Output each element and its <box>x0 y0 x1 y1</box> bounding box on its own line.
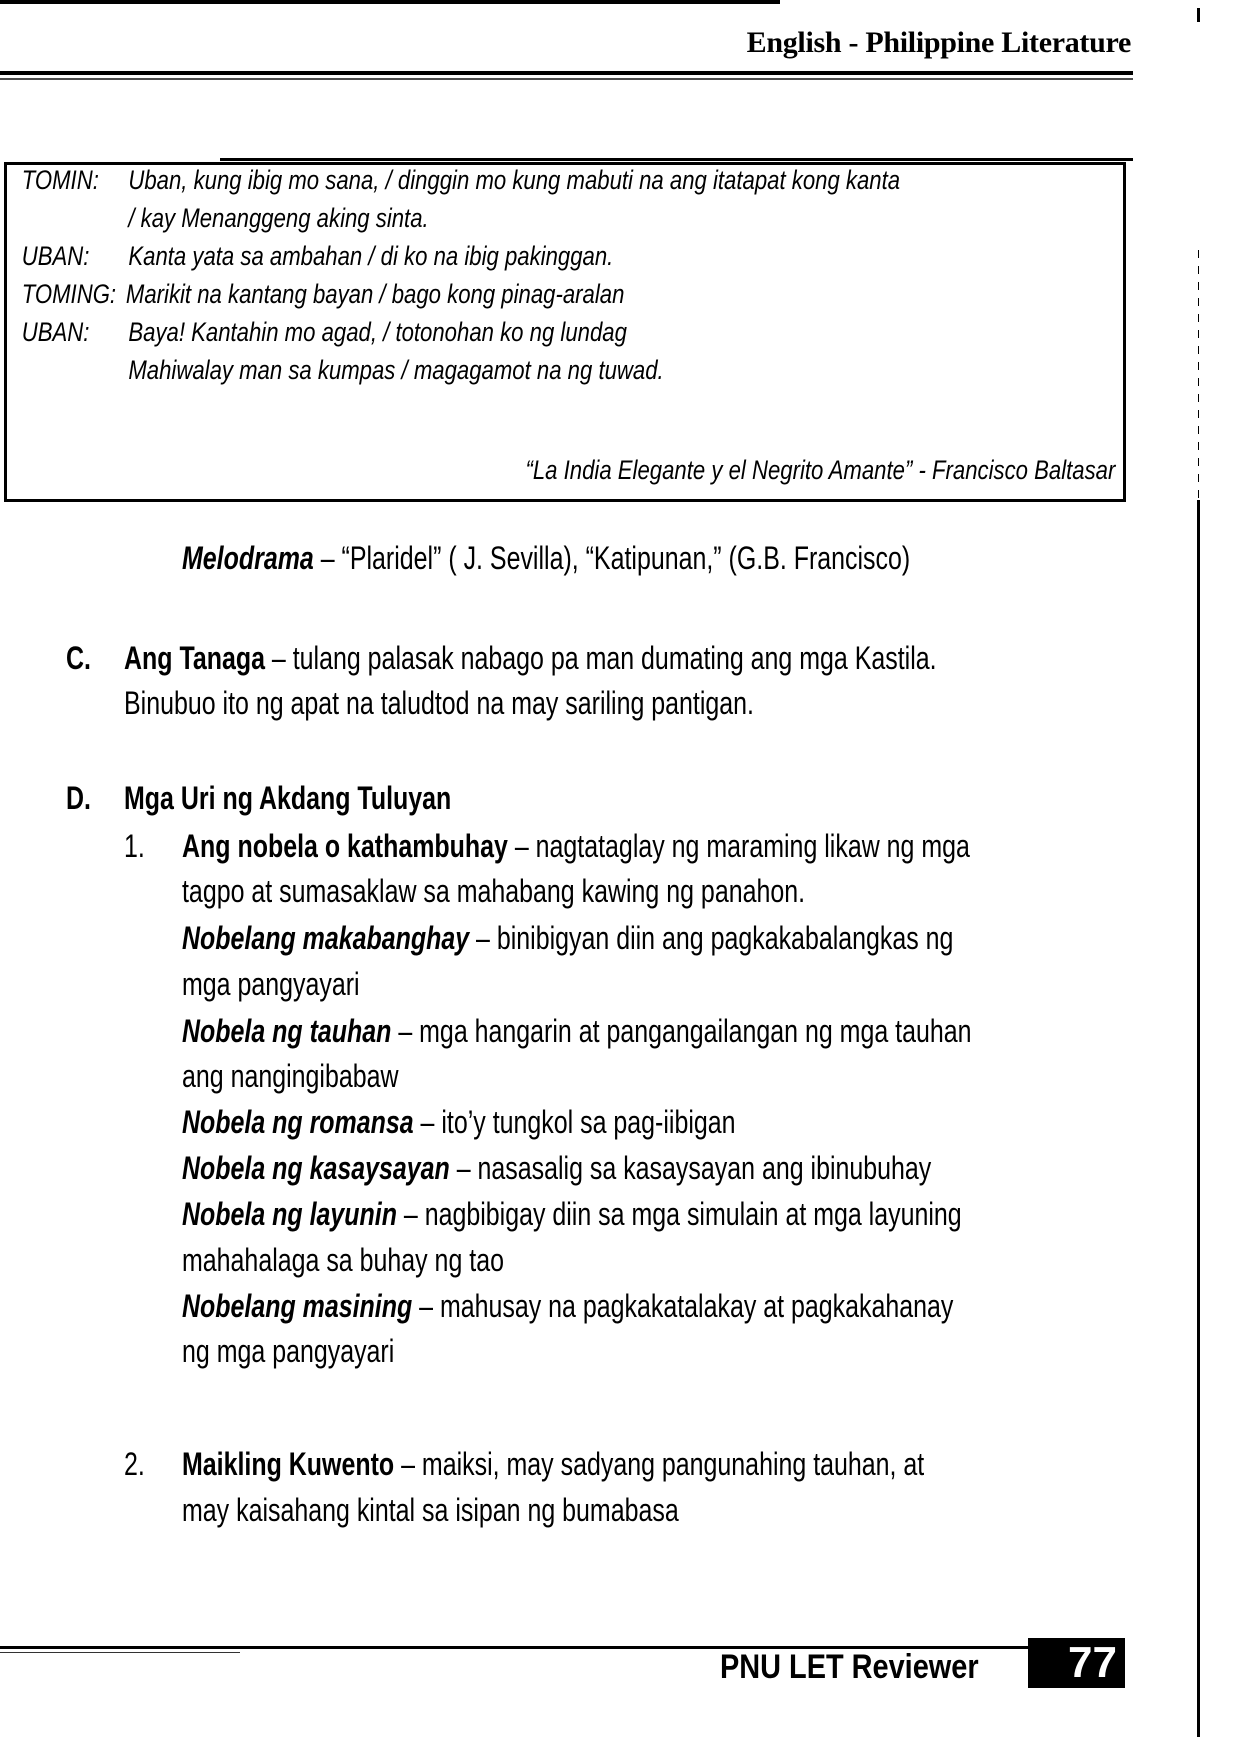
subtype-text: – binibigyan diin ang pagkakabalangkas ng <box>469 920 954 956</box>
quote-line <box>7 317 1130 357</box>
item-1-line-1 <box>182 828 970 865</box>
subtype-term: Nobela ng layunin <box>182 1196 397 1232</box>
subtype-line <box>182 1196 962 1233</box>
item-2-line-1 <box>182 1446 924 1483</box>
item-1-text: – nagtataglay ng maraming likaw ng mga <box>507 828 970 864</box>
subtype-text: – ito’y tungkol sa pag-iibigan <box>413 1104 736 1140</box>
subtype-term: Nobelang makabanghay <box>182 920 470 956</box>
quote-text: Uban, kung ibig mo sana, / dinggin mo kung mabuti na ang itatapat kong kanta <box>128 165 901 195</box>
section-c-text: – tulang palasak nabago pa man dumating ang mga Kastila. <box>264 640 937 676</box>
top-rule <box>0 0 780 4</box>
subtype-term: Nobelang masining <box>182 1288 413 1324</box>
footer-label: PNU LET Reviewer <box>720 1648 979 1686</box>
subtype-line-cont: mahahalaga sa buhay ng tao <box>182 1242 504 1278</box>
subtype-line-cont: ng mga pangyayari <box>182 1333 395 1369</box>
subtype-line <box>182 920 953 957</box>
quote-text: Marikit na kantang bayan / bago kong pinag-aralan <box>125 279 625 309</box>
section-c-term: Ang Tanaga <box>124 640 265 676</box>
subtype-term: Nobela ng tauhan <box>182 1013 392 1049</box>
quote-line <box>7 203 1130 243</box>
subtype-line <box>182 1288 953 1325</box>
subtype-line <box>182 1104 736 1141</box>
quote-line <box>7 355 1130 395</box>
header-rule-secondary <box>0 78 1133 80</box>
section-c-line-1 <box>124 640 937 677</box>
subtype-term: Nobela ng kasaysayan <box>182 1150 450 1186</box>
quote-line <box>7 165 1130 205</box>
subtype-text: – mahusay na pagkakatalakay at pagkakahanay <box>412 1288 954 1324</box>
item-2-term: Maikling Kuwento <box>182 1446 395 1482</box>
corner-mark <box>1197 8 1200 22</box>
page-number-badge: 77 <box>1028 1638 1125 1688</box>
quote-text: Kanta yata sa ambahan / di ko na ibig pakinggan. <box>128 241 614 271</box>
quote-line <box>7 241 1130 281</box>
quote-text: / kay Menanggeng aking sinta. <box>128 203 429 233</box>
subtype-term: Nobela ng romansa <box>182 1104 414 1140</box>
right-margin-dashed-line <box>1198 250 1199 500</box>
item-2-marker: 2. <box>124 1446 145 1482</box>
quote-speaker: UBAN: <box>21 317 90 347</box>
running-header-title: English - Philippine Literature <box>746 26 1131 59</box>
header-underline <box>220 158 1133 161</box>
quote-attribution: “La India Elegante y el Negrito Amante” - Francisco Baltasar <box>525 455 1115 485</box>
melodrama-text: – “Plaridel” ( J. Sevilla), “Katipunan,” (G.B. Francisco) <box>313 540 911 576</box>
section-d-marker: D. <box>66 780 91 816</box>
quote-line <box>7 279 1130 319</box>
subtype-text: – nagbibigay diin sa mga simulain at mga layuning <box>396 1196 962 1232</box>
right-margin-line <box>1197 500 1200 1737</box>
section-c-line-2: Binubuo ito ng apat na taludtod na may sariling pantigan. <box>124 685 754 721</box>
subtype-text: – mga hangarin at pangangailangan ng mga tauhan <box>391 1013 972 1049</box>
item-2-text: – maiksi, may sadyang pangunahing tauhan, at <box>394 1446 925 1482</box>
section-c-marker: C. <box>66 640 91 676</box>
melodrama-line <box>182 540 910 577</box>
melodrama-term: Melodrama <box>182 540 314 576</box>
quote-box <box>4 162 1126 502</box>
subtype-line-cont: mga pangyayari <box>182 966 360 1002</box>
quote-text: Baya! Kantahin mo agad, / totonohan ko ng lundag <box>128 317 627 347</box>
section-d-heading: Mga Uri ng Akdang Tuluyan <box>124 780 452 816</box>
subtype-line <box>182 1150 931 1187</box>
subtype-line-cont: ang nangingibabaw <box>182 1058 399 1094</box>
quote-speaker: TOMIN: <box>21 165 99 195</box>
subtype-text: – nasasalig sa kasaysayan ang ibinubuhay <box>449 1150 932 1186</box>
item-2-line-2: may kaisahang kintal sa isipan ng bumabasa <box>182 1492 679 1528</box>
quote-speaker: TOMING: <box>21 279 117 309</box>
footer-rule-secondary <box>0 1652 240 1653</box>
item-1-line-2: tagpo at sumasaklaw sa mahabang kawing ng panahon. <box>182 873 806 909</box>
header-rule <box>0 71 1133 75</box>
item-1-marker: 1. <box>124 828 145 864</box>
subtype-line <box>182 1013 971 1050</box>
quote-speaker: UBAN: <box>21 241 90 271</box>
item-1-term: Ang nobela o kathambuhay <box>182 828 508 864</box>
quote-text: Mahiwalay man sa kumpas / magagamot na ng tuwad. <box>128 355 664 385</box>
